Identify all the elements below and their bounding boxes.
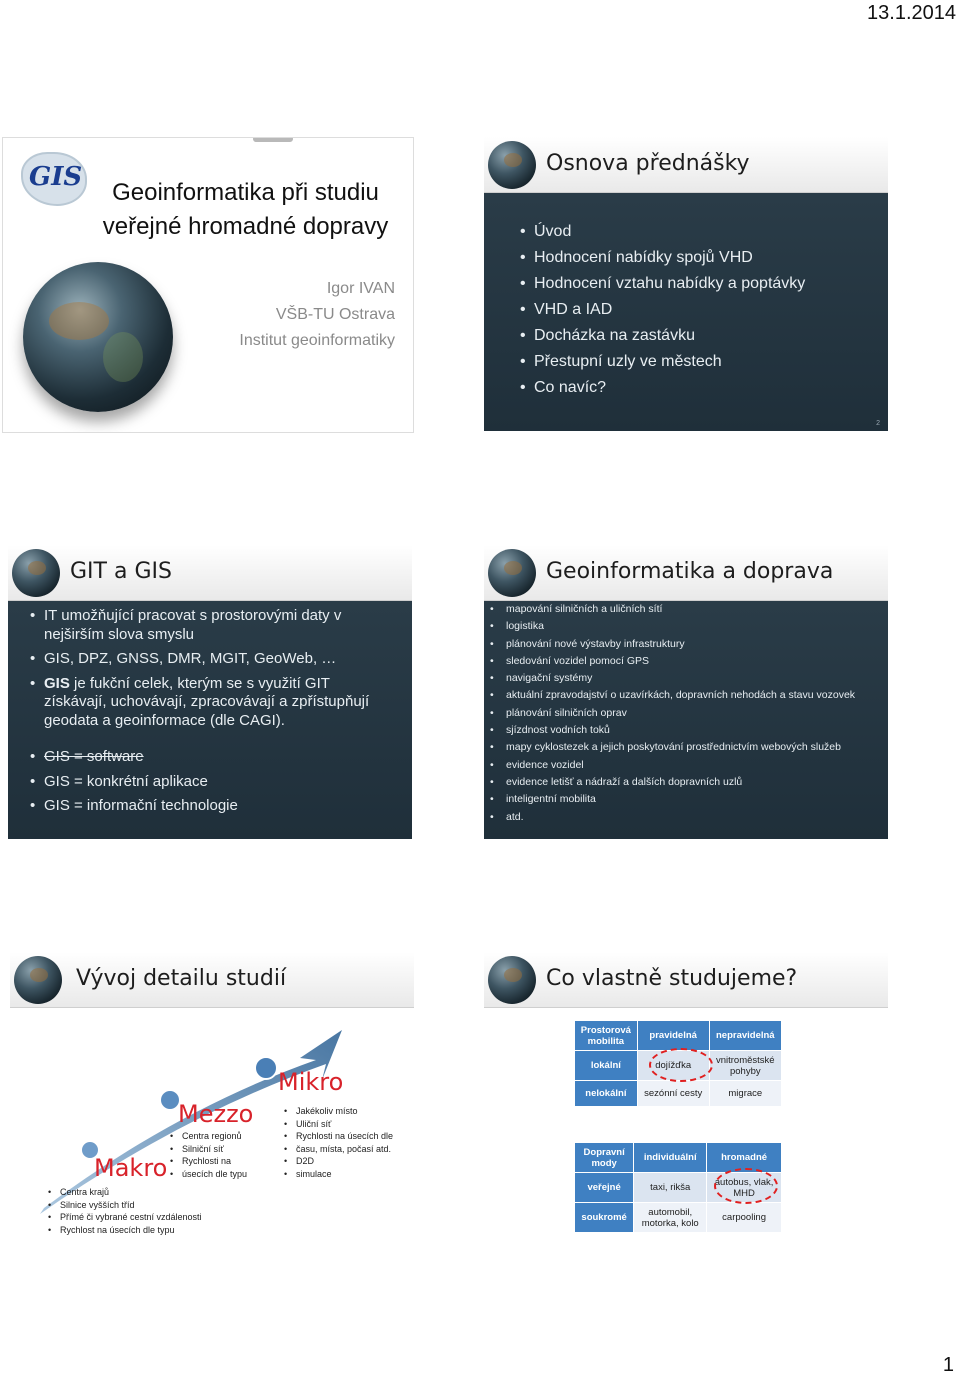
table-cell	[709, 1051, 781, 1081]
list-item-continuation	[170, 1168, 247, 1181]
presentation-title	[83, 176, 408, 244]
outline-item: • Hodnocení vztahu nabídky a poptávky	[520, 271, 805, 297]
table-cell-line: motorka, kolo	[641, 1217, 699, 1229]
globe-image	[23, 262, 173, 412]
table-cell-line: pohyby	[729, 1065, 761, 1077]
outline-item-text: VHD a IAD	[534, 301, 613, 318]
list-item: • plánování silničních oprav	[490, 705, 882, 722]
slide-title-bar	[484, 545, 888, 601]
list-item-line: geodata a geoinformace (dle CAGI).	[44, 711, 285, 729]
table-cell: migrace	[709, 1081, 781, 1107]
author-university: VŠB-TU Ostrava	[275, 306, 395, 323]
globe-icon	[488, 956, 536, 1004]
makro-list	[48, 1186, 202, 1236]
slide-title-bar	[8, 545, 412, 601]
highlight-ring	[714, 1168, 778, 1204]
list-item: • Rychlosti na úsecích dle	[284, 1130, 393, 1143]
slide-study-detail	[10, 952, 414, 1246]
list-item: • Uliční síť	[284, 1118, 393, 1131]
slide-shadow-strip	[253, 137, 293, 142]
column-header: individuální	[634, 1143, 707, 1173]
outline-item: • Úvod	[520, 219, 805, 245]
author-name: Igor IVAN	[326, 280, 395, 297]
outline-list	[520, 219, 805, 401]
list-item: • Centra krajů	[48, 1186, 202, 1199]
list-item: • plánování nové výstavby infrastruktury	[490, 636, 882, 653]
author-institute: Institut geoinformatiky	[239, 332, 395, 349]
list-item: • sjízdnost vodních toků	[490, 722, 882, 739]
slide-heading: Geoinformatika a doprava	[546, 559, 834, 584]
list-item: • sledování vozidel pomocí GPS	[490, 653, 882, 670]
outline-item: • Docházka na zastávku	[520, 323, 805, 349]
list-item: • Silnice vyšších tříd	[48, 1199, 202, 1212]
slide-title-bar	[10, 952, 414, 1008]
title-line-2: veřejné hromadné dopravy	[102, 213, 389, 240]
list-item: • Rychlosti na	[170, 1155, 247, 1168]
table-cell	[634, 1203, 707, 1233]
mikro-list	[284, 1105, 393, 1180]
table-cell-line: autobus, vlak,	[714, 1176, 774, 1188]
slide-outline	[484, 137, 888, 431]
table-cell: taxi, rikša	[634, 1173, 707, 1203]
slide-number: 2	[876, 420, 880, 427]
outline-item: • Co navíc?	[520, 375, 805, 401]
row-header: lokální	[575, 1051, 638, 1081]
title-line-1: Geoinformatika při studiu	[112, 179, 379, 206]
table-corner-line: mobilita	[587, 1035, 625, 1047]
mezzo-list	[170, 1130, 247, 1180]
slide-geoinformatics-transport	[484, 545, 888, 839]
table-corner-line: Dopravní	[583, 1146, 625, 1158]
table-corner	[575, 1143, 634, 1173]
slide-git-gis	[8, 545, 412, 839]
table-cell: sezónní cesty	[637, 1081, 709, 1107]
list-item: • mapy cyklostezek a jejich poskytování prostřednictvím webových služeb	[490, 739, 882, 756]
slide-heading: Osnova přednášky	[546, 151, 750, 176]
slide-heading: Vývoj detailu studií	[76, 966, 287, 991]
application-list	[490, 601, 882, 826]
list-item: • GIS = konkrétní aplikace	[30, 773, 400, 792]
gis-logo	[21, 148, 91, 208]
table-cell-line: vnitroměstské	[715, 1054, 775, 1066]
list-item: • inteligentní mobilita	[490, 791, 882, 808]
table-corner-line: mody	[591, 1157, 617, 1169]
list-item: • Jakékoliv místo	[284, 1105, 393, 1118]
highlight-ring	[649, 1048, 713, 1082]
author-block	[239, 276, 395, 354]
stage-label-mikro: Mikro	[278, 1068, 344, 1096]
stage-label-makro: Makro	[94, 1154, 168, 1182]
list-item: • Rychlost na úsecích dle typu	[48, 1224, 202, 1237]
list-item: • D2D	[284, 1155, 393, 1168]
list-item-continuation	[284, 1143, 393, 1156]
list-item-line: získávají, uchovávají, zpracovávají a zpřístupňují	[44, 693, 370, 710]
list-item: • atd.	[490, 809, 882, 826]
list-item: • aktuální zpravodajství o uzavírkách, dopravních nehodách a stavu vozovek	[490, 687, 882, 704]
row-header: nelokální	[575, 1081, 638, 1107]
outline-item: • Hodnocení nabídky spojů VHD	[520, 245, 805, 271]
stage-marker-mezzo	[160, 1090, 180, 1110]
list-item	[30, 607, 400, 644]
struck-text: GIS = software	[44, 748, 144, 765]
stage-marker-mikro	[255, 1057, 277, 1079]
outline-item-continuation	[520, 297, 805, 323]
gis-bold-term: GIS	[44, 674, 70, 692]
logo-text: GIS	[29, 162, 83, 192]
row-header: soukromé	[575, 1203, 634, 1233]
list-item: • GIS = informační technologie	[30, 797, 400, 816]
table-cell-line: MHD	[733, 1187, 755, 1199]
list-item: • navigační systémy	[490, 670, 882, 687]
globe-icon	[14, 956, 62, 1004]
list-item	[30, 675, 400, 731]
list-item: • GIS, DPZ, GNSS, DMR, MGIT, GeoWeb, …	[30, 650, 400, 669]
list-item: • Centra regionů	[170, 1130, 247, 1143]
list-item: • Přímé či vybrané cestní vzdálenosti	[48, 1211, 202, 1224]
list-item: • evidence letišť a nádraží a dalších dopravních uzlů	[490, 774, 882, 791]
print-date: 13.1.2014	[867, 2, 956, 24]
list-item-line: nejširším slova smyslu	[44, 625, 195, 643]
list-item-text: času, místa, počasí atd.	[296, 1143, 392, 1154]
list-item: • simulace	[284, 1168, 393, 1181]
list-item: • mapování silničních a uličních sítí	[490, 601, 882, 618]
stage-label-mezzo: Mezzo	[178, 1100, 254, 1128]
table-cell: carpooling	[707, 1203, 782, 1233]
globe-icon	[12, 549, 60, 597]
table-corner-line: Prostorová	[580, 1024, 631, 1036]
page-number: 1	[942, 1354, 954, 1376]
slide-what-we-study	[484, 952, 888, 1246]
slide-title-bar	[484, 137, 888, 193]
column-header: hromadné	[707, 1143, 782, 1173]
outline-item: • Přestupní uzly ve městech	[520, 349, 805, 375]
globe-icon	[488, 549, 536, 597]
slide-heading: Co vlastně studujeme?	[546, 966, 798, 991]
list-item-text: úsecích dle typu	[182, 1168, 248, 1179]
git-gis-list	[30, 607, 400, 822]
table-cell-line: automobil,	[648, 1206, 693, 1218]
list-item-line: je fukční celek, kterým se s využití GIT	[69, 674, 330, 692]
slide-heading: GIT a GIS	[70, 559, 172, 584]
slide-title	[2, 137, 414, 433]
globe-icon	[488, 141, 536, 189]
list-item	[30, 748, 400, 767]
slide-title-bar	[484, 952, 888, 1008]
list-item: • logistika	[490, 618, 882, 635]
column-header: nepravidelná	[709, 1021, 781, 1051]
list-item: • Silniční síť	[170, 1143, 247, 1156]
table-corner	[575, 1021, 638, 1051]
list-item: • evidence vozidel	[490, 757, 882, 774]
column-header: pravidelná	[637, 1021, 709, 1051]
table-cell: dojížďka	[637, 1051, 709, 1081]
list-item-line: • IT umožňující pracovat s prostorovými daty v	[44, 607, 342, 624]
row-header: veřejné	[575, 1173, 634, 1203]
